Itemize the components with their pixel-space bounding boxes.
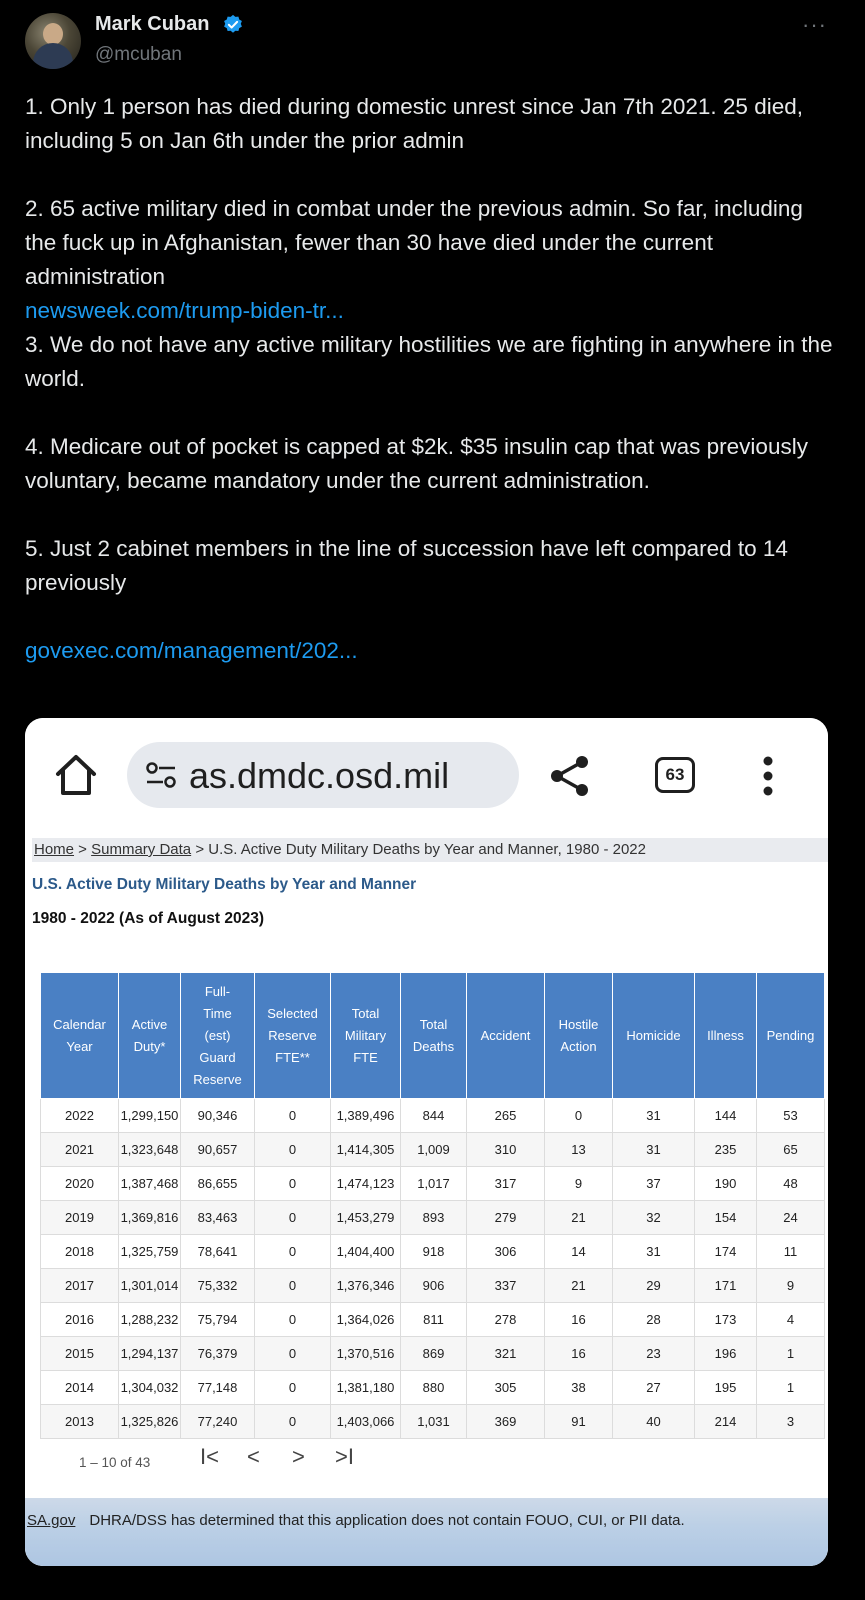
table-cell: 28	[613, 1303, 695, 1337]
table-cell: 1,325,759	[119, 1235, 181, 1269]
column-header[interactable]	[181, 973, 255, 1099]
table-cell: 2020	[41, 1167, 119, 1201]
table-cell: 1,369,816	[119, 1201, 181, 1235]
table-cell: 1,376,346	[331, 1269, 401, 1303]
table-cell: 1,403,066	[331, 1405, 401, 1439]
breadcrumb-summary-link[interactable]: Summary Data	[91, 841, 192, 858]
table-cell: 906	[401, 1269, 467, 1303]
table-cell: 265	[467, 1099, 545, 1133]
column-header-line: Military	[344, 1027, 387, 1043]
column-header-line: Duty*	[133, 1038, 166, 1054]
table-cell: 337	[467, 1269, 545, 1303]
table-cell: 1,370,516	[331, 1337, 401, 1371]
table-cell: 48	[757, 1167, 825, 1201]
footer-notice: DHRA/DSS has determined that this application does not contain FOUO, CUI, or PII data.	[89, 1512, 685, 1529]
browser-toolbar	[25, 718, 828, 830]
column-header[interactable]	[331, 973, 401, 1099]
paragraph-gap	[25, 600, 840, 634]
table-cell: 75,332	[181, 1269, 255, 1303]
table-row	[41, 1133, 825, 1167]
column-header-line: Homicide	[626, 1027, 681, 1043]
table-cell: 2014	[41, 1371, 119, 1405]
column-header-line: Pending	[766, 1027, 815, 1043]
table-row	[41, 1269, 825, 1303]
table-cell: 1,414,305	[331, 1133, 401, 1167]
breadcrumb-current: > U.S. Active Duty Military Deaths by Year and Manner, 1980 - 2022	[191, 841, 646, 858]
sa-gov-link[interactable]: SA.gov	[27, 1512, 76, 1529]
column-header[interactable]	[255, 973, 331, 1099]
table-cell: 2015	[41, 1337, 119, 1371]
share-icon[interactable]	[547, 753, 593, 799]
tweet-paragraph-3: 3. We do not have any active military hostilities we are fighting in anywhere in the world.	[25, 332, 833, 391]
govexec-link[interactable]: govexec.com/management/202...	[25, 638, 358, 663]
column-header-line: Illness	[707, 1027, 744, 1043]
tweet-paragraph-5: 5. Just 2 cabinet members in the line of succession have left compared to 14 previously	[25, 536, 788, 595]
column-header-line: Selected	[267, 1005, 318, 1021]
table-cell: 235	[695, 1133, 757, 1167]
table-cell: 0	[255, 1303, 331, 1337]
more-dots-icon[interactable]: ···	[802, 12, 827, 37]
column-header-line: Calendar	[53, 1016, 106, 1032]
table-cell: 31	[613, 1099, 695, 1133]
paragraph-gap	[25, 498, 840, 532]
table-cell: 1,304,032	[119, 1371, 181, 1405]
next-page-button[interactable]: >	[292, 1444, 305, 1469]
table-cell: 9	[545, 1167, 613, 1201]
table-cell: 305	[467, 1371, 545, 1405]
table-cell: 86,655	[181, 1167, 255, 1201]
tweet-paragraph-1: 1. Only 1 person has died during domestic unrest since Jan 7th 2021. 25 died, including 5 on Jan 6th under the prior admin	[25, 94, 803, 153]
table-cell: 173	[695, 1303, 757, 1337]
table-row	[41, 1371, 825, 1405]
column-header[interactable]	[41, 973, 119, 1099]
browser-menu-icon[interactable]	[763, 756, 773, 796]
table-cell: 91	[545, 1405, 613, 1439]
table-cell: 0	[255, 1371, 331, 1405]
table-row	[41, 1303, 825, 1337]
table-cell: 190	[695, 1167, 757, 1201]
table-cell: 306	[467, 1235, 545, 1269]
breadcrumb	[32, 838, 828, 862]
author-handle[interactable]: @mcuban	[95, 44, 182, 65]
table-cell: 1,288,232	[119, 1303, 181, 1337]
column-header-line: Total	[351, 1005, 380, 1021]
table-cell: 321	[467, 1337, 545, 1371]
column-header[interactable]	[757, 973, 825, 1099]
table-cell: 23	[613, 1337, 695, 1371]
table-cell: 174	[695, 1235, 757, 1269]
column-header-line: Reserve	[268, 1027, 317, 1043]
table-cell: 369	[467, 1405, 545, 1439]
author-name[interactable]: Mark Cuban	[95, 13, 210, 35]
column-header-line: FTE**	[275, 1049, 310, 1065]
table-cell: 32	[613, 1201, 695, 1235]
attached-image[interactable]	[25, 718, 828, 1566]
breadcrumb-home-link[interactable]: Home	[34, 841, 75, 858]
table-cell: 77,148	[181, 1371, 255, 1405]
table-cell: 214	[695, 1405, 757, 1439]
column-header-line: Reserve	[193, 1071, 242, 1087]
table-cell: 40	[613, 1405, 695, 1439]
table-cell: 0	[255, 1167, 331, 1201]
column-header-line: FTE	[353, 1049, 378, 1065]
table-cell: 16	[545, 1337, 613, 1371]
table-cell: 154	[695, 1201, 757, 1235]
table-cell: 844	[401, 1099, 467, 1133]
column-header[interactable]	[119, 973, 181, 1099]
table-cell: 2013	[41, 1405, 119, 1439]
table-cell: 1,031	[401, 1405, 467, 1439]
table-cell: 1,381,180	[331, 1371, 401, 1405]
avatar-body-shape	[33, 43, 73, 69]
table-row	[41, 1201, 825, 1235]
column-header-line: Full-	[204, 983, 231, 999]
url-text[interactable]: as.dmdc.osd.mil	[189, 755, 450, 796]
table-cell: 4	[757, 1303, 825, 1337]
table-cell: 16	[545, 1303, 613, 1337]
table-row	[41, 1337, 825, 1371]
table-cell: 75,794	[181, 1303, 255, 1337]
table-cell: 893	[401, 1201, 467, 1235]
table-cell: 11	[757, 1235, 825, 1269]
page-subtitle: 1980 - 2022 (As of August 2023)	[32, 910, 265, 927]
column-header[interactable]	[401, 973, 467, 1099]
table-cell: 0	[255, 1099, 331, 1133]
avatar[interactable]	[25, 13, 81, 69]
paragraph-gap	[25, 396, 840, 430]
column-header-line: Action	[560, 1038, 597, 1054]
table-cell: 171	[695, 1269, 757, 1303]
table-cell: 31	[613, 1235, 695, 1269]
tab-count-icon[interactable]: 63	[655, 757, 695, 793]
table-cell: 278	[467, 1303, 545, 1337]
table-cell: 1,364,026	[331, 1303, 401, 1337]
table-cell: 196	[695, 1337, 757, 1371]
table-cell: 310	[467, 1133, 545, 1167]
table-cell: 38	[545, 1371, 613, 1405]
table-cell: 2022	[41, 1099, 119, 1133]
table-row	[41, 1167, 825, 1201]
table-body	[41, 1099, 825, 1439]
deaths-table	[40, 972, 825, 1439]
page-footer	[25, 1498, 828, 1566]
pager-range: 1 – 10 of 43	[79, 1455, 151, 1470]
table-cell: 317	[467, 1167, 545, 1201]
table-cell: 1,389,496	[331, 1099, 401, 1133]
table-row	[41, 1235, 825, 1269]
prev-page-button[interactable]: <	[247, 1444, 260, 1469]
column-header-line: (est)	[204, 1027, 231, 1043]
table-cell: 1,301,014	[119, 1269, 181, 1303]
table-cell: 3	[757, 1405, 825, 1439]
column-header-line: Total	[419, 1016, 448, 1032]
page-title: U.S. Active Duty Military Deaths by Year and Manner	[32, 876, 417, 893]
table-cell: 9	[757, 1269, 825, 1303]
table-cell: 0	[255, 1133, 331, 1167]
table-cell: 83,463	[181, 1201, 255, 1235]
table-cell: 1,323,648	[119, 1133, 181, 1167]
table-cell: 78,641	[181, 1235, 255, 1269]
table-cell: 811	[401, 1303, 467, 1337]
table-cell: 90,346	[181, 1099, 255, 1133]
last-page-button[interactable]: >I	[335, 1444, 354, 1469]
table-row	[41, 1405, 825, 1439]
home-icon[interactable]	[53, 752, 99, 798]
first-page-button[interactable]: I<	[200, 1444, 219, 1469]
table-cell: 2016	[41, 1303, 119, 1337]
table-cell: 1,294,137	[119, 1337, 181, 1371]
column-header-line: Active	[131, 1016, 168, 1032]
table-cell: 869	[401, 1337, 467, 1371]
table-cell: 14	[545, 1235, 613, 1269]
table-cell: 1,474,123	[331, 1167, 401, 1201]
table-cell: 90,657	[181, 1133, 255, 1167]
column-header-line: Hostile	[558, 1016, 599, 1032]
table-header-row	[41, 973, 825, 1099]
table-cell: 53	[757, 1099, 825, 1133]
column-header-line: Year	[66, 1038, 93, 1054]
table-cell: 1,387,468	[119, 1167, 181, 1201]
column-header-line: Deaths	[412, 1038, 455, 1054]
column-header-line: Accident	[480, 1027, 531, 1043]
table-cell: 77,240	[181, 1405, 255, 1439]
table-cell: 1,404,400	[331, 1235, 401, 1269]
table-cell: 24	[757, 1201, 825, 1235]
verified-badge-icon	[222, 14, 244, 36]
table-cell: 1	[757, 1337, 825, 1371]
table-cell: 1,325,826	[119, 1405, 181, 1439]
address-bar[interactable]	[127, 742, 519, 808]
breadcrumb-separator: >	[74, 841, 92, 858]
table-cell: 0	[255, 1405, 331, 1439]
table-row	[41, 1099, 825, 1133]
table-cell: 279	[467, 1201, 545, 1235]
table-cell: 880	[401, 1371, 467, 1405]
table-cell: 2017	[41, 1269, 119, 1303]
column-header[interactable]	[467, 973, 545, 1099]
table-cell: 0	[255, 1235, 331, 1269]
newsweek-link[interactable]: newsweek.com/trump-biden-tr...	[25, 298, 344, 323]
table-cell: 2019	[41, 1201, 119, 1235]
column-header-line: Time	[203, 1005, 232, 1021]
table-cell: 37	[613, 1167, 695, 1201]
table-cell: 1,453,279	[331, 1201, 401, 1235]
webpage-content	[25, 830, 828, 1566]
tweet-paragraph-4: 4. Medicare out of pocket is capped at $2k. $35 insulin cap that was previously voluntary, became mandatory under the current administration.	[25, 434, 808, 493]
table-cell: 13	[545, 1133, 613, 1167]
footer-text	[27, 1512, 685, 1529]
table-cell: 1,017	[401, 1167, 467, 1201]
table-cell: 144	[695, 1099, 757, 1133]
table-cell: 76,379	[181, 1337, 255, 1371]
table-cell: 918	[401, 1235, 467, 1269]
table-cell: 21	[545, 1269, 613, 1303]
table-cell: 1,299,150	[119, 1099, 181, 1133]
column-header[interactable]	[613, 973, 695, 1099]
tweet-text	[25, 90, 840, 668]
table-cell: 21	[545, 1201, 613, 1235]
column-header[interactable]	[545, 973, 613, 1099]
table-cell: 31	[613, 1133, 695, 1167]
table-cell: 2018	[41, 1235, 119, 1269]
paragraph-gap	[25, 158, 840, 192]
table-cell: 0	[255, 1337, 331, 1371]
tweet-paragraph-2: 2. 65 active military died in combat under the previous admin. So far, including the fuck up in Afghanistan, fewer than 30 have died under the current administration	[25, 196, 803, 289]
table-cell: 2021	[41, 1133, 119, 1167]
table-cell: 1,009	[401, 1133, 467, 1167]
column-header[interactable]	[695, 973, 757, 1099]
avatar-head-shape	[43, 23, 63, 45]
table-cell: 0	[255, 1201, 331, 1235]
table-cell: 27	[613, 1371, 695, 1405]
table-cell: 0	[255, 1269, 331, 1303]
table-cell: 195	[695, 1371, 757, 1405]
table-cell: 29	[613, 1269, 695, 1303]
table-cell: 65	[757, 1133, 825, 1167]
table-cell: 1	[757, 1371, 825, 1405]
column-header-line: Guard	[199, 1049, 236, 1065]
site-settings-icon[interactable]	[145, 762, 177, 788]
table-cell: 0	[545, 1099, 613, 1133]
